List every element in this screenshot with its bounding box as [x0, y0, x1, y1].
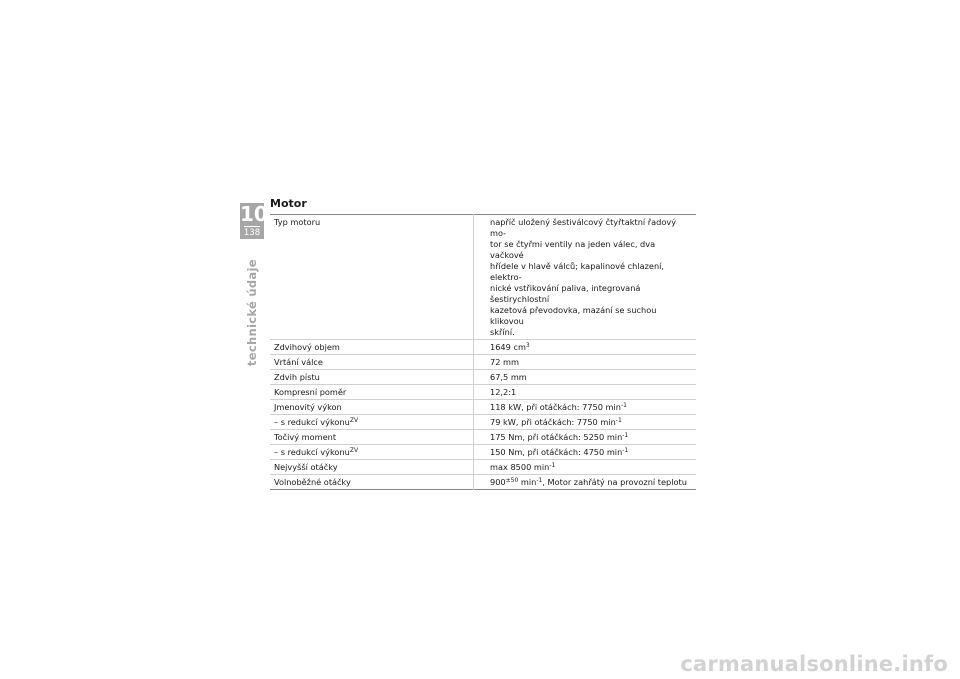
- table-row: [270, 415, 696, 430]
- table-row: [270, 475, 696, 490]
- table-row: [270, 445, 696, 460]
- row-value: 79 kW, při otáčkách: 7750 $\min^{-1}$: [474, 415, 697, 430]
- value-line: nické vstřikování paliva, integrovaná šestirychlostní: [490, 283, 641, 304]
- row-label: Točivý moment: [270, 430, 474, 445]
- row-value: 72 mm: [474, 355, 697, 370]
- row-label: Kompresní poměr: [270, 385, 474, 400]
- row-label: Nejvyšší otáčky: [270, 460, 474, 475]
- row-label: – s redukcí výkonu$^{ZV}$: [270, 415, 474, 430]
- table-row: [270, 340, 696, 355]
- row-label: Zdvih pístu: [270, 370, 474, 385]
- row-value: 150 Nm, při otáčkách: 4750 $\min^{-1}$: [474, 445, 697, 460]
- table-row: [270, 215, 696, 340]
- spec-table: [270, 214, 696, 490]
- row-label: Typ motoru: [270, 215, 474, 340]
- chapter-side-label: technické údaje: [245, 259, 259, 366]
- row-value: max 8500 $\min^{-1}$: [474, 460, 697, 475]
- watermark: carmanualsonline.info: [680, 652, 948, 676]
- table-row: [270, 385, 696, 400]
- value-line: skříní.: [490, 327, 515, 337]
- chapter-tab: [240, 202, 268, 239]
- row-label: Jmenovitý výkon: [270, 400, 474, 415]
- row-value: $900^{\pm 50}$ $\min^{-1}$, Motor zahřátý na provozní teplotu: [490, 477, 687, 487]
- value-line: napříč uložený šestiválcový čtyřtaktní řadový mo-: [490, 217, 677, 238]
- chapter-number: 10: [240, 202, 268, 226]
- table-row: [270, 400, 696, 415]
- row-label: – s redukcí výkonu$^{ZV}$: [270, 445, 474, 460]
- row-value: 12,2:1: [474, 385, 697, 400]
- table-row: [270, 460, 696, 475]
- row-value: [474, 215, 697, 340]
- row-value: 175 Nm, při otáčkách: 5250 $\min^{-1}$: [474, 430, 697, 445]
- table-row: [270, 430, 696, 445]
- row-label: Vrtání válce: [270, 355, 474, 370]
- row-value: 67,5 mm: [474, 370, 697, 385]
- row-label: Volnoběžné otáčky: [270, 475, 474, 490]
- table-row: [270, 355, 696, 370]
- row-value: 1649 $cm^3$: [474, 340, 697, 355]
- page-number: 138: [243, 228, 261, 238]
- section-title: Motor: [270, 197, 307, 210]
- value-line: kazetová převodovka, mazání se suchou klikovou: [490, 305, 657, 326]
- row-value: 118 kW, při otáčkách: 7750 $\min^{-1}$: [474, 400, 697, 415]
- row-label: Zdvihový objem: [270, 340, 474, 355]
- table-row: [270, 370, 696, 385]
- value-line: hřídele v hlavě válců; kapalinové chlazení, elektro-: [490, 261, 665, 282]
- value-line: tor se čtyřmi ventily na jeden válec, dva vačkové: [490, 239, 656, 260]
